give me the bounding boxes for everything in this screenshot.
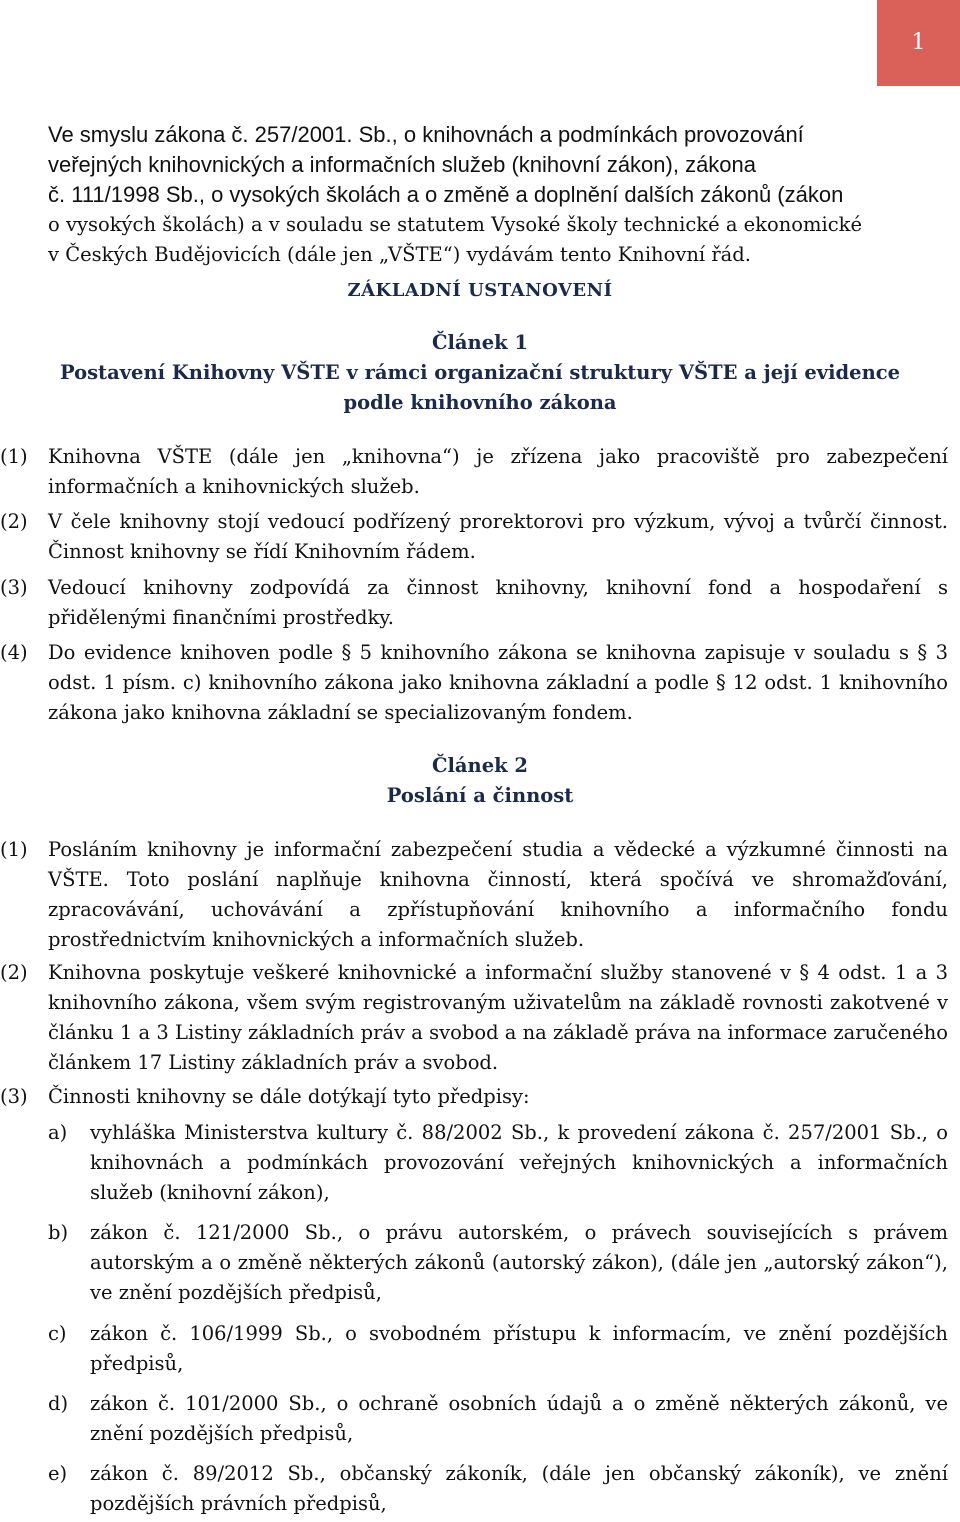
article-2-header [0, 751, 960, 811]
article-1-header [0, 328, 960, 418]
regulation-text: zákon č. 101/2000 Sb., o ochraně osobních údajů a o změně některých zákonů, ve znění pozdějších předpisů, [90, 1392, 948, 1445]
regulation-letter: e) [48, 1462, 68, 1485]
paragraph-text: Posláním knihovny je informační zabezpečení studia a vědecké a výzkumné činnosti na VŠTE. Toto poslání naplňuje knihovna činností, která spočívá ve shromažďování, zpracovávání, uchovávání a zpřístupňování knihovního a informačního fondu prostřednictvím knihovnických a informačních služeb. [48, 838, 948, 951]
regulation-letter: b) [48, 1221, 69, 1244]
paragraph-text: Vedoucí knihovny zodpovídá za činnost knihovny, knihovní fond a hospodaření s přidělenými finančními prostředky. [48, 576, 948, 629]
paragraph-text: Činnosti knihovny se dále dotýkají tyto předpisy: [48, 1085, 530, 1108]
intro-line-5: v Českých Budějovicích (dále jen „VŠTE“) vydávám tento Knihovní řád. [48, 243, 751, 266]
intro-paragraph [48, 120, 948, 270]
regulation-text: zákon č. 106/1999 Sb., o svobodném přístupu k informacím, ve znění pozdějších předpisů, [90, 1322, 948, 1375]
paragraph-number: (2) [0, 961, 28, 984]
article-2-paragraph-2 [0, 958, 948, 1078]
regulation-letter: a) [48, 1121, 68, 1144]
regulation-item-e [48, 1459, 948, 1519]
section-title: ZÁKLADNÍ USTANOVENÍ [347, 280, 613, 301]
article-2-heading: Článek 2 [431, 754, 528, 777]
paragraph-text: Do evidence knihoven podle § 5 knihovního zákona se knihovna zapisuje v souladu s § 3 odst. 1 písm. c) knihovního zákona jako knihovna základní a podle § 12 odst. 1 knihovního zákona jako knihovna základní se specializovaným fondem. [48, 641, 948, 724]
article-1-heading: Článek 1 [431, 331, 528, 354]
regulation-text: zákon č. 121/2000 Sb., o právu autorském, o právech souvisejících s právem autorským a o změně některých zákonů (autorský zákon), (dále jen „autorský zákon“), ve znění pozdějších předpisů, [90, 1221, 948, 1304]
regulation-text: vyhláška Ministerstva kultury č. 88/2002 Sb., k provedení zákona č. 257/2001 Sb., o knihovnách a podmínkách provozování veřejných knihovnických a informačních služeb (knihovní zákon), [90, 1121, 948, 1204]
paragraph-number: (1) [0, 838, 28, 861]
intro-line-3: č. 111/1998 Sb., o vysokých školách a o změně a doplnění dalších zákonů (zákon [48, 182, 844, 207]
paragraph-text: Knihovna poskytuje veškeré knihovnické a informační služby stanovené v § 4 odst. 1 a 3 knihovního zákona, všem svým registrovaným uživatelům na základě rovnosti zakotvené v článku 1 a 3 Listiny základních práv a svobod a na základě práva na informace zaručeného článkem 17 Listiny základních práv a svobod. [48, 961, 948, 1074]
article-1-paragraph-4 [0, 638, 948, 728]
intro-line-4: o vysokých školách) a v souladu se statutem Vysoké školy technické a ekonomické [48, 213, 863, 236]
regulation-text: zákon č. 89/2012 Sb., občanský zákoník, (dále jen občanský zákoník), ve znění pozdějších právních předpisů, [90, 1462, 948, 1515]
regulation-item-d [48, 1389, 948, 1449]
regulation-letter: c) [48, 1322, 67, 1345]
article-1-paragraph-2 [0, 507, 948, 567]
article-1-title-line-1: Postavení Knihovny VŠTE v rámci organizační struktury VŠTE a její evidence [59, 361, 901, 384]
article-1-title-line-2: podle knihovního zákona [343, 391, 617, 414]
regulation-item-b [48, 1218, 948, 1308]
page-number: 1 [911, 30, 926, 55]
article-2-paragraph-1 [0, 835, 948, 955]
intro-line-1: Ve smyslu zákona č. 257/2001. Sb., o knihovnách a podmínkách provozování [48, 122, 804, 147]
article-2-paragraph-3 [0, 1082, 948, 1112]
paragraph-number: (1) [0, 445, 28, 468]
paragraph-text: V čele knihovny stojí vedoucí podřízený prorektorovi pro výzkum, vývoj a tvůrčí činnost. Činnost knihovny se řídí Knihovním řádem. [48, 510, 948, 563]
page-number-badge [877, 0, 960, 86]
regulation-item-c [48, 1319, 948, 1379]
paragraph-number: (3) [0, 1085, 28, 1108]
regulation-item-a [48, 1118, 948, 1208]
regulation-letter: d) [48, 1392, 69, 1415]
paragraph-number: (3) [0, 576, 28, 599]
article-1-paragraph-1 [0, 442, 948, 502]
article-2-title: Poslání a činnost [386, 784, 574, 807]
paragraph-text: Knihovna VŠTE (dále jen „knihovna“) je zřízena jako pracoviště pro zabezpečení informačních a knihovnických služeb. [48, 445, 948, 498]
paragraph-number: (2) [0, 510, 28, 533]
article-1-paragraph-3 [0, 573, 948, 633]
paragraph-number: (4) [0, 641, 28, 664]
intro-line-2: veřejných knihovnických a informačních služeb (knihovní zákon), zákona [48, 152, 757, 177]
